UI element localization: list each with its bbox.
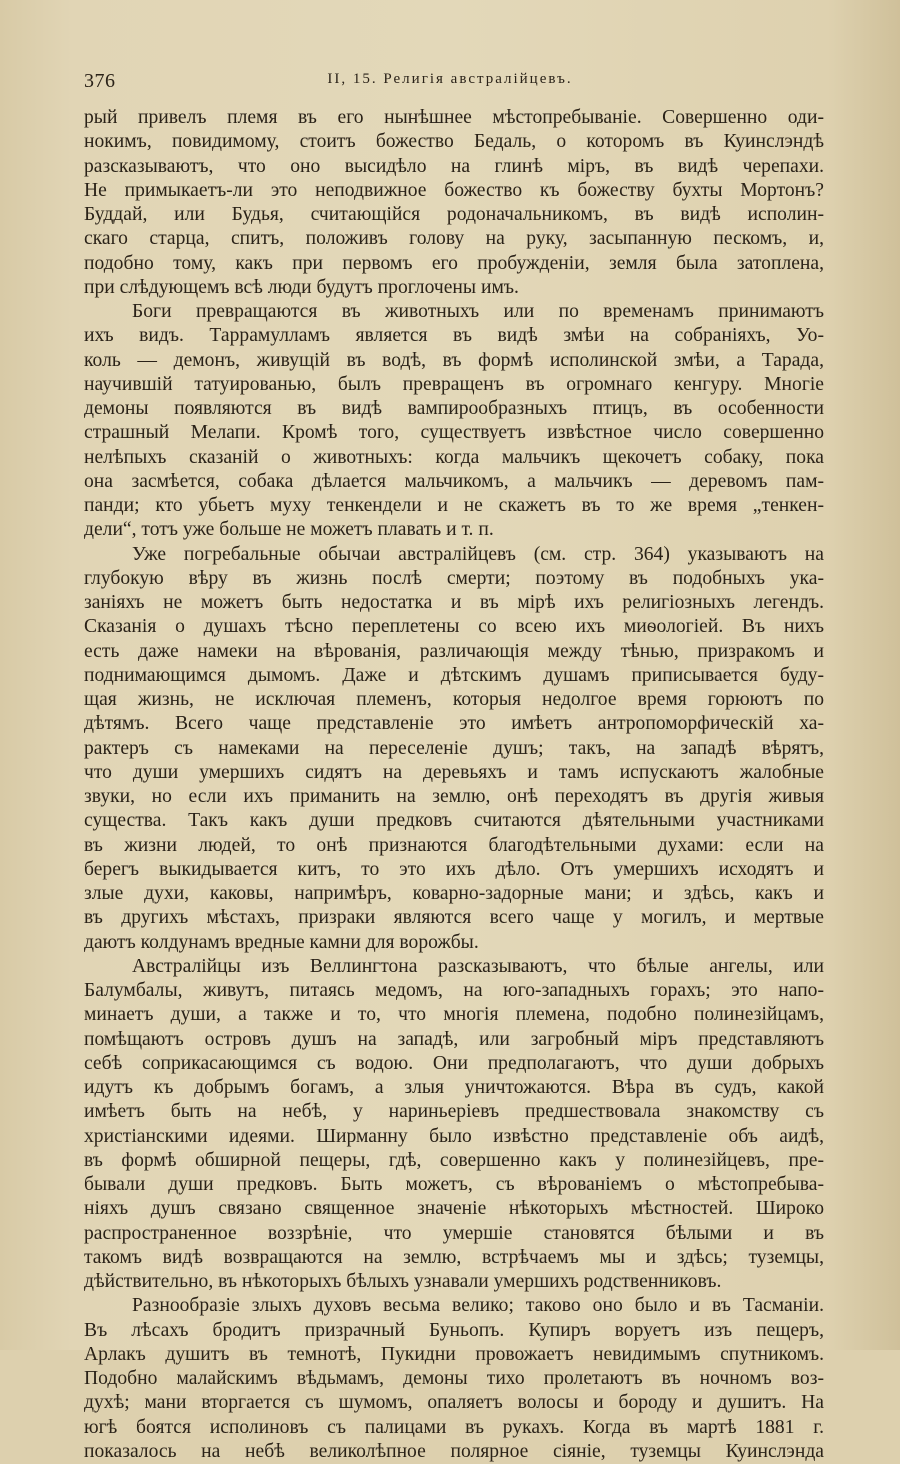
text-line: рактеръ съ намеками на переселеніе душъ; такъ, на западѣ вѣрятъ, bbox=[84, 737, 824, 759]
paragraph bbox=[84, 955, 824, 1295]
text-line: нокимъ, повидимому, стоитъ божество Бедаль, о которомъ въ Куинслэндѣ bbox=[84, 131, 824, 153]
text-line: Боги превращаются въ животныхъ или по временамъ принимаютъ bbox=[132, 301, 824, 322]
text-line: ихъ видъ. Таррамулламъ является въ видѣ змѣи на собраніяхъ, Уо- bbox=[84, 325, 824, 347]
text-line: распространенное воззрѣніе, что умершіе становятся бѣлыми и въ bbox=[84, 1222, 824, 1244]
text-line: имѣетъ быть на небѣ, у нариньеріевъ предшествовала знакомству съ bbox=[84, 1101, 824, 1123]
text-line: даютъ колдунамъ вредные камни для ворожбы. bbox=[84, 931, 479, 953]
text-line: берегъ выкидывается китъ, то это ихъ дѣло. Отъ умершихъ исходятъ и bbox=[84, 858, 824, 880]
text-line: рый привелъ племя въ его нынѣшнее мѣстопребываніе. Совершенно оди- bbox=[84, 107, 824, 128]
body-text bbox=[84, 106, 824, 1464]
text-line: что души умершихъ сидятъ на деревьяхъ и тамъ испускаютъ жалобные bbox=[84, 761, 824, 783]
text-line: Уже погребальные обычаи австралійцевъ (см. стр. 364) указываютъ на bbox=[132, 543, 824, 565]
text-line: Не примыкаетъ-ли это неподвижное божество къ божеству бухты Мортонъ? bbox=[84, 179, 824, 201]
text-line: показалось на небѣ великолѣпное полярное сіяніе, туземцы Куинслэнда bbox=[84, 1440, 824, 1462]
text-line: Арлакъ душитъ въ темнотѣ, Пукидни провожаетъ невидимымъ спутникомъ. bbox=[84, 1343, 824, 1365]
text-line: минаетъ души, а также и то, что многія племена, подобно полинезійцамъ, bbox=[84, 1004, 824, 1026]
text-line: научившій татуированью, былъ превращенъ въ огромнаго кенгуру. Многіе bbox=[84, 373, 824, 395]
text-line: Сказанія о душахъ тѣсно переплетены со всею ихъ миѳологіей. Въ нихъ bbox=[84, 616, 824, 638]
text-line: дѣтямъ. Всего чаще представленіе это имѣетъ антропоморфическій ха- bbox=[84, 713, 824, 735]
text-line: Австралійцы изъ Веллингтона разсказываютъ, что бѣлые ангелы, или bbox=[132, 955, 824, 977]
page-number: 376 bbox=[84, 70, 116, 92]
text-line: въ другихъ мѣстахъ, призраки являются всего чаще у могилъ, и мертвые bbox=[84, 907, 824, 929]
paragraph bbox=[84, 543, 824, 955]
text-line: въ жизни людей, то онѣ признаются благодѣтельными духами: если на bbox=[84, 834, 824, 856]
text-line: страшный Мелапи. Кромѣ того, существуетъ извѣстное число совершенно bbox=[84, 422, 824, 444]
text-line: дѣйствительно, въ нѣкоторыхъ бѣлыхъ узнавали умершихъ родственниковъ. bbox=[84, 1271, 722, 1292]
text-line: панди; кто убьетъ муху тенкендели и не скажетъ въ то же время „тенкен- bbox=[84, 495, 824, 516]
text-line: поднимающимся дымомъ. Даже и дѣтскимъ душамъ приписывается буду- bbox=[84, 664, 824, 686]
text-line: существа. Такъ какъ души предковъ считаются дѣятельными участниками bbox=[84, 810, 824, 832]
text-line: дели“, тотъ уже больше не можетъ плавать и т. п. bbox=[84, 519, 494, 541]
text-line: коль — демонъ, живущій въ водѣ, въ формѣ исполинской змѣи, а Тарада, bbox=[84, 349, 824, 371]
text-line: ніяхъ душъ связано священное значеніе нѣкоторыхъ мѣстностей. Широко bbox=[84, 1198, 824, 1220]
text-line: Подобно малайскимъ вѣдьмамъ, демоны тихо пролетаютъ въ ночномъ воз- bbox=[84, 1368, 824, 1389]
text-line: подобно тому, какъ при первомъ его пробужденіи, земля была затоплена, bbox=[84, 252, 824, 274]
text-line: христіанскими идеями. Ширманну было извѣстно представленіе объ аидѣ, bbox=[84, 1125, 824, 1147]
text-line: Буддай, или Будья, считающійся родоначальникомъ, въ видѣ исполин- bbox=[84, 204, 824, 225]
running-head: II, 15. Религія австралійцевъ. bbox=[327, 71, 573, 87]
text-line: помѣщаютъ островъ душъ на западѣ, или загробный міръ представляютъ bbox=[84, 1028, 824, 1050]
paragraph bbox=[84, 1294, 824, 1464]
text-line: глубокую вѣру въ жизнь послѣ смерти; поэтому въ подобныхъ ука- bbox=[84, 567, 824, 589]
text-line: скаго старца, спитъ, положивъ голову на руку, засыпанную пескомъ, и, bbox=[84, 228, 824, 250]
text-line: такомъ видѣ возвращаются на землю, встрѣчаемъ мы и здѣсь; туземцы, bbox=[84, 1246, 824, 1268]
text-line: при слѣдующемъ всѣ люди будутъ проглочены имъ. bbox=[84, 276, 519, 298]
text-line: духѣ; мани вторгается съ шумомъ, опаляетъ волосы и бороду и душитъ. На bbox=[84, 1392, 824, 1414]
text-line: демоны появляются въ видѣ вампирообразныхъ птицъ, въ особенности bbox=[84, 398, 824, 419]
text-line: въ формѣ обширной пещеры, гдѣ, совершенно какъ у полинезійцевъ, пре- bbox=[84, 1149, 824, 1171]
paragraph bbox=[84, 106, 824, 300]
text-line: идутъ къ добрымъ богамъ, а злыя уничтожаются. Вѣра въ судъ, какой bbox=[84, 1077, 824, 1098]
text-line: звуки, но если ихъ приманить на землю, онѣ переходятъ въ другія живыя bbox=[84, 786, 824, 807]
text-line: щая жизнь, не исключая племенъ, которыя недолгое время горюютъ по bbox=[84, 689, 824, 710]
text-line: бывали души предковъ. Быть можетъ, съ вѣрованіемъ о мѣстопребыва- bbox=[84, 1174, 824, 1195]
text-line: злые духи, каковы, напримѣръ, коварно-задорные мани; и здѣсь, какъ и bbox=[84, 883, 824, 904]
text-line: Въ лѣсахъ бродитъ призрачный Буньопъ. Купиръ воруетъ изъ пещеръ, bbox=[84, 1319, 824, 1341]
text-line: есть даже намеки на вѣрованія, различающія между тѣнью, призракомъ и bbox=[84, 640, 824, 662]
text-line: она засмѣется, собака дѣлается мальчикомъ, а мальчикъ — деревомъ пам- bbox=[84, 470, 824, 492]
text-line: разсказываютъ, что оно высидѣло на глинѣ міръ, въ видѣ черепахи. bbox=[84, 155, 824, 177]
text-line: Балумбалы, живутъ, питаясь медомъ, на юго-западныхъ горахъ; это напо- bbox=[84, 980, 824, 1001]
text-line: югѣ боятся исполиновъ съ палицами въ рукахъ. Когда въ мартѣ 1881 г. bbox=[84, 1416, 824, 1438]
text-line: заніяхъ не можетъ быть недостатка и въ мірѣ ихъ религіозныхъ легендъ. bbox=[84, 592, 824, 613]
text-line: себѣ соприкасающимся съ водою. Они предполагаютъ, что души добрыхъ bbox=[84, 1052, 824, 1074]
text-line: Разнообразіе злыхъ духовъ весьма велико; таково оно было и въ Тасманіи. bbox=[132, 1295, 824, 1317]
text-line: нелѣпыхъ сказаній о животныхъ: когда мальчикъ щекочетъ собаку, пока bbox=[84, 446, 824, 468]
paragraph bbox=[84, 300, 824, 543]
